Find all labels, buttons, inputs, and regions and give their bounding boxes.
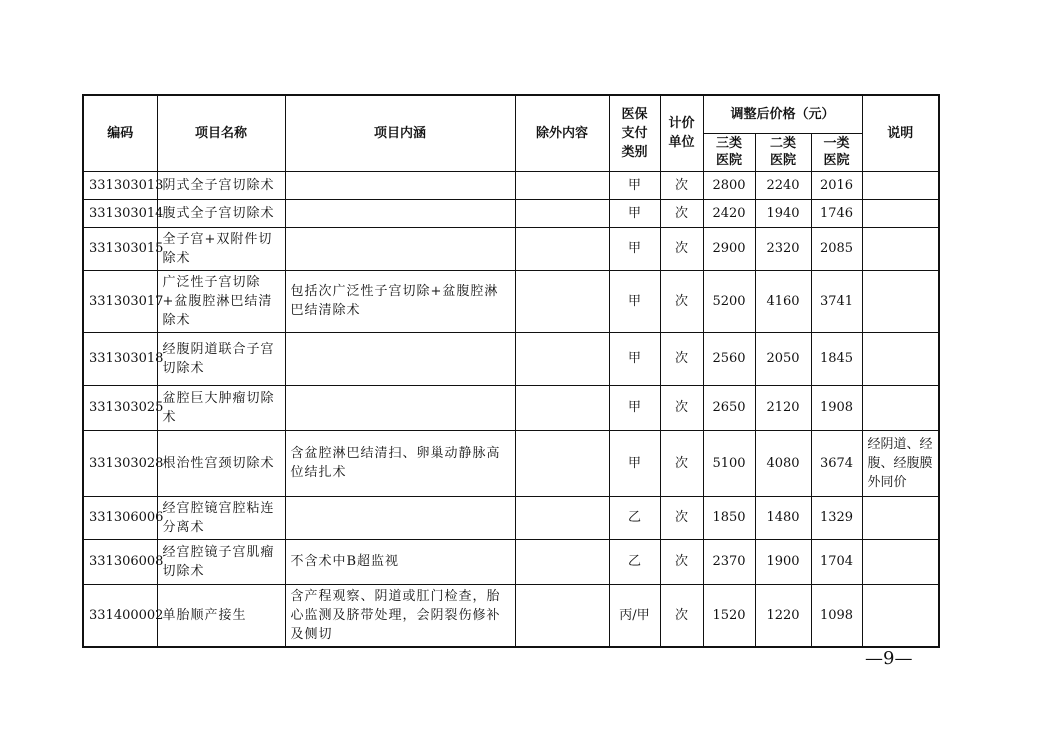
table-row: [83, 270, 939, 332]
cell-code: 331303017: [83, 270, 157, 332]
table-row: [83, 496, 939, 539]
cell-code: 331303015: [83, 227, 157, 270]
cell-insurance: 甲: [609, 171, 660, 199]
cell-content: [285, 227, 515, 270]
cell-content: 含盆腔淋巴结清扫、卵巢动静脉高位结扎术: [285, 430, 515, 496]
cell-exclusion: [515, 539, 609, 584]
cell-insurance: 丙/甲: [609, 584, 660, 647]
table-row: [83, 430, 939, 496]
header-price-group: 调整后价格（元）: [703, 95, 862, 133]
cell-code: 331306006: [83, 496, 157, 539]
cell-price-class3: 1520: [703, 584, 755, 647]
page-number: —9—: [865, 648, 913, 669]
cell-price-class1: 1746: [811, 199, 862, 227]
cell-price-class2: 4160: [755, 270, 811, 332]
cell-price-class3: 5100: [703, 430, 755, 496]
header-content: 项目内涵: [285, 95, 515, 171]
cell-exclusion: [515, 199, 609, 227]
cell-price-class1: 2016: [811, 171, 862, 199]
cell-code: 331303018: [83, 332, 157, 385]
cell-price-class2: 2120: [755, 385, 811, 430]
cell-exclusion: [515, 332, 609, 385]
cell-content: 含产程观察、阴道或肛门检查，胎心监测及脐带处理，会阴裂伤修补及侧切: [285, 584, 515, 647]
cell-price-class3: 2370: [703, 539, 755, 584]
cell-content: 包括次广泛性子宫切除+盆腹腔淋巴结清除术: [285, 270, 515, 332]
cell-note: [862, 539, 939, 584]
cell-code: 331303028: [83, 430, 157, 496]
cell-price-class2: 2320: [755, 227, 811, 270]
cell-price-class1: 1098: [811, 584, 862, 647]
cell-unit: 次: [660, 385, 703, 430]
cell-name: 经宫腔镜子宫肌瘤切除术: [157, 539, 285, 584]
cell-price-class1: 3741: [811, 270, 862, 332]
cell-name: 广泛性子宫切除+盆腹腔淋巴结清除术: [157, 270, 285, 332]
cell-insurance: 甲: [609, 332, 660, 385]
cell-unit: 次: [660, 199, 703, 227]
header-class3: 三类 医院: [703, 133, 755, 171]
cell-price-class1: 2085: [811, 227, 862, 270]
cell-unit: 次: [660, 227, 703, 270]
cell-price-class3: 2650: [703, 385, 755, 430]
header-name: 项目名称: [157, 95, 285, 171]
cell-content: [285, 496, 515, 539]
cell-content: [285, 332, 515, 385]
cell-content: [285, 385, 515, 430]
cell-exclusion: [515, 385, 609, 430]
cell-exclusion: [515, 227, 609, 270]
cell-price-class3: 2420: [703, 199, 755, 227]
table-row: [83, 539, 939, 584]
cell-unit: 次: [660, 332, 703, 385]
table-row: [83, 171, 939, 199]
cell-price-class3: 2560: [703, 332, 755, 385]
header-class2: 二类 医院: [755, 133, 811, 171]
cell-price-class2: 1480: [755, 496, 811, 539]
header-note: 说明: [862, 95, 939, 171]
price-table: [82, 94, 940, 648]
cell-price-class2: 1940: [755, 199, 811, 227]
table-row: [83, 227, 939, 270]
table-body: [83, 171, 939, 647]
cell-note: [862, 496, 939, 539]
cell-content: [285, 199, 515, 227]
header-insurance: 医保 支付 类别: [609, 95, 660, 171]
table-row: [83, 332, 939, 385]
cell-content: 不含术中B超监视: [285, 539, 515, 584]
cell-note: [862, 584, 939, 647]
cell-exclusion: [515, 584, 609, 647]
cell-exclusion: [515, 496, 609, 539]
cell-unit: 次: [660, 539, 703, 584]
cell-price-class2: 2240: [755, 171, 811, 199]
cell-price-class1: 1908: [811, 385, 862, 430]
header-class1: 一类 医院: [811, 133, 862, 171]
cell-price-class3: 1850: [703, 496, 755, 539]
cell-price-class2: 1220: [755, 584, 811, 647]
header-code: 编码: [83, 95, 157, 171]
cell-note: [862, 332, 939, 385]
cell-name: 阴式全子宫切除术: [157, 171, 285, 199]
cell-insurance: 甲: [609, 385, 660, 430]
cell-unit: 次: [660, 584, 703, 647]
cell-insurance: 乙: [609, 539, 660, 584]
table-header: [83, 95, 939, 171]
cell-name: 根治性宫颈切除术: [157, 430, 285, 496]
cell-content: [285, 171, 515, 199]
cell-exclusion: [515, 430, 609, 496]
cell-price-class2: 4080: [755, 430, 811, 496]
cell-note: [862, 385, 939, 430]
cell-insurance: 甲: [609, 199, 660, 227]
cell-price-class3: 5200: [703, 270, 755, 332]
cell-price-class1: 1845: [811, 332, 862, 385]
cell-unit: 次: [660, 270, 703, 332]
cell-note: [862, 270, 939, 332]
cell-name: 经宫腔镜宫腔粘连分离术: [157, 496, 285, 539]
cell-note: [862, 199, 939, 227]
cell-price-class1: 1329: [811, 496, 862, 539]
cell-price-class2: 2050: [755, 332, 811, 385]
table-row: [83, 385, 939, 430]
cell-exclusion: [515, 171, 609, 199]
cell-insurance: 甲: [609, 430, 660, 496]
header-unit: 计价 单位: [660, 95, 703, 171]
header-exclusion: 除外内容: [515, 95, 609, 171]
cell-note: 经阴道、经腹、经腹膜外同价: [862, 430, 939, 496]
cell-name: 腹式全子宫切除术: [157, 199, 285, 227]
cell-price-class2: 1900: [755, 539, 811, 584]
cell-name: 单胎顺产接生: [157, 584, 285, 647]
cell-code: 331303025: [83, 385, 157, 430]
cell-exclusion: [515, 270, 609, 332]
table-row: [83, 199, 939, 227]
cell-name: 全子宫+双附件切除术: [157, 227, 285, 270]
cell-name: 盆腔巨大肿瘤切除术: [157, 385, 285, 430]
cell-unit: 次: [660, 171, 703, 199]
cell-insurance: 甲: [609, 227, 660, 270]
table-row: [83, 584, 939, 647]
cell-price-class3: 2900: [703, 227, 755, 270]
cell-insurance: 甲: [609, 270, 660, 332]
cell-insurance: 乙: [609, 496, 660, 539]
cell-unit: 次: [660, 496, 703, 539]
cell-name: 经腹阴道联合子宫切除术: [157, 332, 285, 385]
cell-unit: 次: [660, 430, 703, 496]
cell-code: 331303014: [83, 199, 157, 227]
cell-code: 331400002: [83, 584, 157, 647]
cell-price-class1: 3674: [811, 430, 862, 496]
cell-note: [862, 227, 939, 270]
cell-code: 331303013: [83, 171, 157, 199]
cell-note: [862, 171, 939, 199]
cell-price-class1: 1704: [811, 539, 862, 584]
cell-price-class3: 2800: [703, 171, 755, 199]
cell-code: 331306008: [83, 539, 157, 584]
